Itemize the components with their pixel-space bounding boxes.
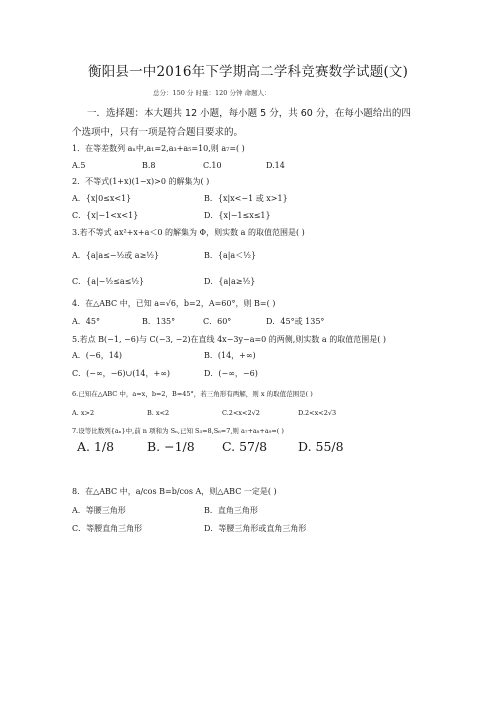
question-4-option-d: D．45°或 135° <box>266 317 325 326</box>
question-2-option-b: B．{x|x<−1 或 x>1} <box>204 194 288 203</box>
question-3-stem: 3.若不等式 ax²+x+a＜0 的解集为 Φ，则实数 a 的取值范围是( ) <box>72 228 305 237</box>
question-5-stem: 5.若点 B(−1, −6)与 C(−3, −2)在直线 4x−3y−a=0 的两侧,则实数 a 的取值范围是( ) <box>72 335 386 344</box>
section-heading-cont: 个选项中，只有一项是符合题目要求的。 <box>72 127 244 138</box>
question-6-option-a: A. x>2 <box>72 409 95 417</box>
question-2-stem: 2．不等式(1+x)(1−x)>0 的解集为( ) <box>72 177 210 186</box>
question-7-option-a: A. 1/8 <box>77 439 115 454</box>
question-8-option-a: A．等腰三角形 <box>72 506 126 515</box>
question-1-option-b: B.8 <box>142 161 156 170</box>
question-7-option-c: C. 57/8 <box>222 439 268 454</box>
question-2-option-c: C．{x|−1<x<1} <box>72 211 139 220</box>
question-4-option-c: C．60° <box>203 317 232 326</box>
question-5-option-b: B．(14，+∞) <box>204 351 256 360</box>
question-7-stem: 7.设等比数列{aₙ}中,前 n 项和为 Sₙ,已知 S₃=8,S₆=7,则 a₇+a₈+a₉=( ) <box>72 427 284 435</box>
question-6-option-b: B. x<2 <box>147 409 170 417</box>
question-4-option-a: A．45° <box>72 317 100 326</box>
question-1-option-a: A.5 <box>72 161 86 170</box>
page-title: 衡阳县一中2016年下学期高二学科竞赛数学试题(文) <box>88 64 409 80</box>
question-1-option-c: C.10 <box>203 161 222 170</box>
exam-meta: 总分：150 分 时量：120 分钟 命题人： <box>153 89 271 97</box>
question-3-option-a: A．{a|a≤−½或 a≥½} <box>72 251 160 260</box>
question-3-option-d: D．{a|a≥½} <box>204 277 256 286</box>
question-8-option-b: B．直角三角形 <box>204 506 258 515</box>
question-3-option-b: B．{a|a＜½} <box>204 251 257 260</box>
question-7-option-b: B. −1/8 <box>147 439 195 454</box>
question-5-option-c: C．(−∞，−6)∪(14，+∞) <box>72 369 171 378</box>
question-1-option-d: D.14 <box>266 161 285 170</box>
question-2-option-d: D．{x|−1≤x≤1} <box>204 211 271 220</box>
question-8-option-c: C．等腰直角三角形 <box>72 524 143 533</box>
question-6-option-c: C.2<x<2√2 <box>222 409 260 417</box>
question-3-option-c: C．{a|−½≤a≤½} <box>72 277 145 286</box>
question-8-stem: 8．在△ABC 中，a/cos B=b/cos A，则△ABC 一定是( ) <box>72 487 277 496</box>
question-7-option-d: D. 55/8 <box>298 439 344 454</box>
question-4-option-b: B．135° <box>142 317 176 326</box>
question-1-stem: 1．在等差数列 aₙ中,a₁=2,a₃+a₅=10,则 a₇=( ) <box>72 144 245 153</box>
question-6-stem: 6.已知在△ABC 中，a=x，b=2，B=45°，若三角形有两解，则 x 的取值范围是( ) <box>72 390 313 398</box>
section-heading: 一．选择题：本大题共 12 小题，每小题 5 分，共 60 分，在每小题给出的四 <box>87 108 411 119</box>
question-5-option-a: A．(−6，14) <box>72 351 122 360</box>
question-5-option-d: D．(−∞，−6) <box>204 369 258 378</box>
question-8-option-d: D．等腰三角形或直角三角形 <box>204 524 307 533</box>
question-2-option-a: A．{x|0≤x<1} <box>72 194 132 203</box>
question-4-stem: 4．在△ABC 中，已知 a=√6，b=2，A=60°，则 B=( ) <box>72 299 276 308</box>
question-6-option-d: D.2<x<2√3 <box>298 409 337 417</box>
